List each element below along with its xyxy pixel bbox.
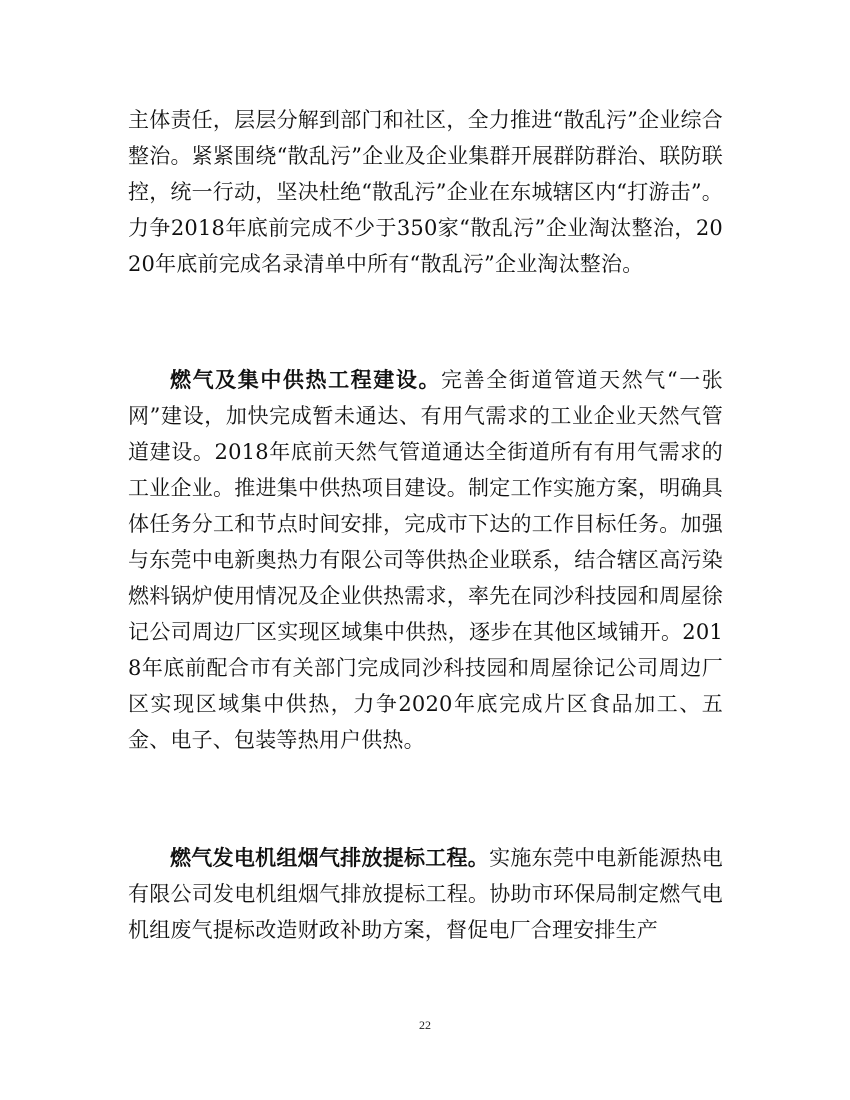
paragraph-text: 完善全街道管道天然气“一张网”建设，加快完成暂未通达、有用气需求的工业企业天然气管道建设。2018年底前天然气管道通达全街道所有有用气需求的工业企业。推进集中供热项目建设。制定工作实施方案，明确具体任务分工和节点时间安排，完成市下达的工作目标任务。加强与东莞中电新奥热力有限公司等供热企业联系，结合辖区高污染燃料锅炉使用情况及企业供热需求，率先在同沙科技园和周屋徐记公司周边厂区实现区域集中供热，逐步在其他区域铺开。2018年底前配合市有关部门完成同沙科技园和周屋徐记公司周边厂区实现区域集中供热，力争2020年底完成片区食品加工、五金、电子、包装等热用户供热。	[128, 368, 723, 752]
page-number: 22	[419, 1018, 431, 1032]
paragraph-text: 主体责任，层层分解到部门和社区，全力推进“散乱污”企业综合整治。紧紧围绕“散乱污”企业及企业集群开展群防群治、联防联控，统一行动，坚决杜绝“散乱污”企业在东城辖区内“打游击”。力争2018年底前完成不少于350家“散乱污”企业淘汰整治，2020年底前完成名录清单中所有“散乱污”企业淘汰整治。	[128, 108, 723, 276]
paragraph-text: 实施东莞中电新能源热电有限公司发电机组烟气排放提标工程。协助市环保局制定燃气电机组废气提标改造财政补助方案，督促电厂合理安排生产	[128, 846, 723, 942]
paragraph-gas-central-heating	[128, 362, 723, 758]
paragraph-gas-generator-emission	[128, 840, 723, 948]
paragraph-heading: 燃气及集中供热工程建设。	[170, 368, 442, 392]
paragraph-sanluanwu-continuation	[128, 102, 723, 282]
paragraph-heading: 燃气发电机组烟气排放提标工程。	[170, 846, 490, 870]
